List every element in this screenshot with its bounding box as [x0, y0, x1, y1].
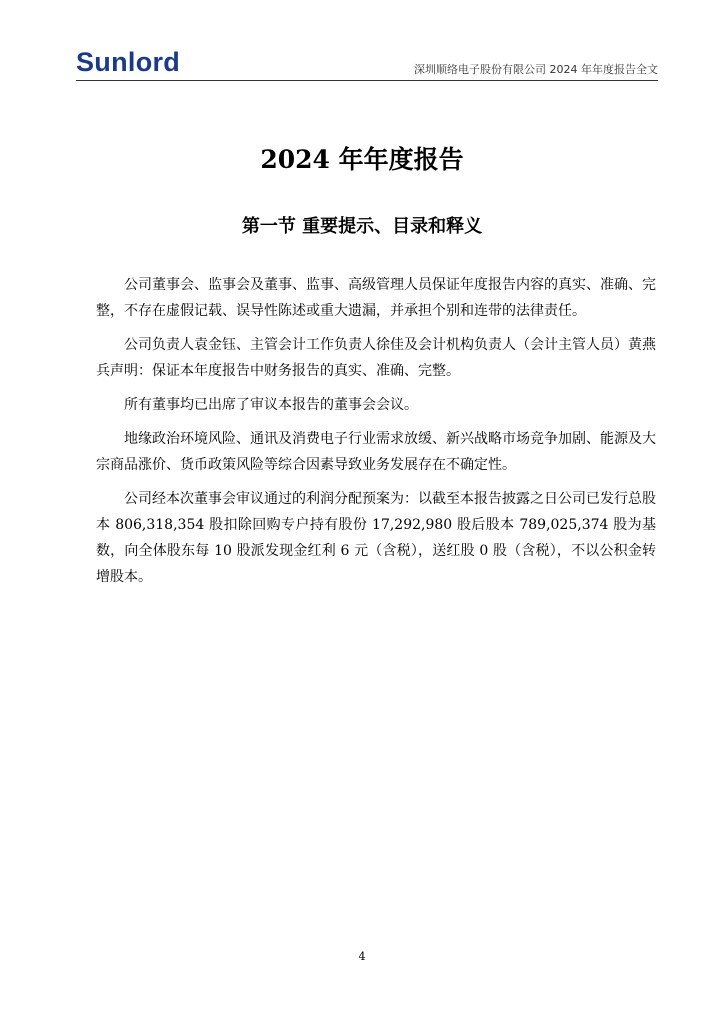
paragraph-board-guarantee: 公司董事会、监事会及董事、监事、高级管理人员保证年度报告内容的真实、准确、完整，不存在虚假记载、误导性陈述或重大遗漏，并承担个别和连带的法律责任。 [96, 277, 656, 319]
paragraph-profit-distribution: 公司经本次董事会审议通过的利润分配预案为：以截至本报告披露之日公司已发行总股本 806,318,354 股扣除回购专户持有股份 17,292,980 股后股本 789,025,374 股为基数，向全体股东每 10 股派发现金红利 6 元（含税），送红股 0 股（含税），不以公积金转增股本。 [96, 491, 656, 585]
header-report-title: 深圳顺络电子股份有限公司 2024 年年度报告全文 [414, 63, 658, 76]
paragraph-risk-factors: 地缘政治环境风险、通讯及消费电子行业需求放缓、新兴战略市场竞争加剧、能源及大宗商品涨价、货币政策风险等综合因素导致业务发展存在不确定性。 [96, 431, 656, 473]
section-title: 第一节 重要提示、目录和释义 [241, 216, 483, 237]
page-number: 4 [358, 950, 366, 963]
paragraph-directors-attendance: 所有董事均已出席了审议本报告的董事会会议。 [124, 397, 418, 413]
company-logo: Sunlord [76, 47, 181, 77]
document-title: 2024 年年度报告 [260, 145, 464, 174]
paragraph-responsible-persons: 公司负责人袁金钰、主管会计工作负责人徐佳及会计机构负责人（会计主管人员）黄燕兵声明：保证本年度报告中财务报告的真实、准确、完整。 [96, 337, 656, 379]
document-body [96, 272, 656, 598]
page-header [76, 44, 658, 81]
